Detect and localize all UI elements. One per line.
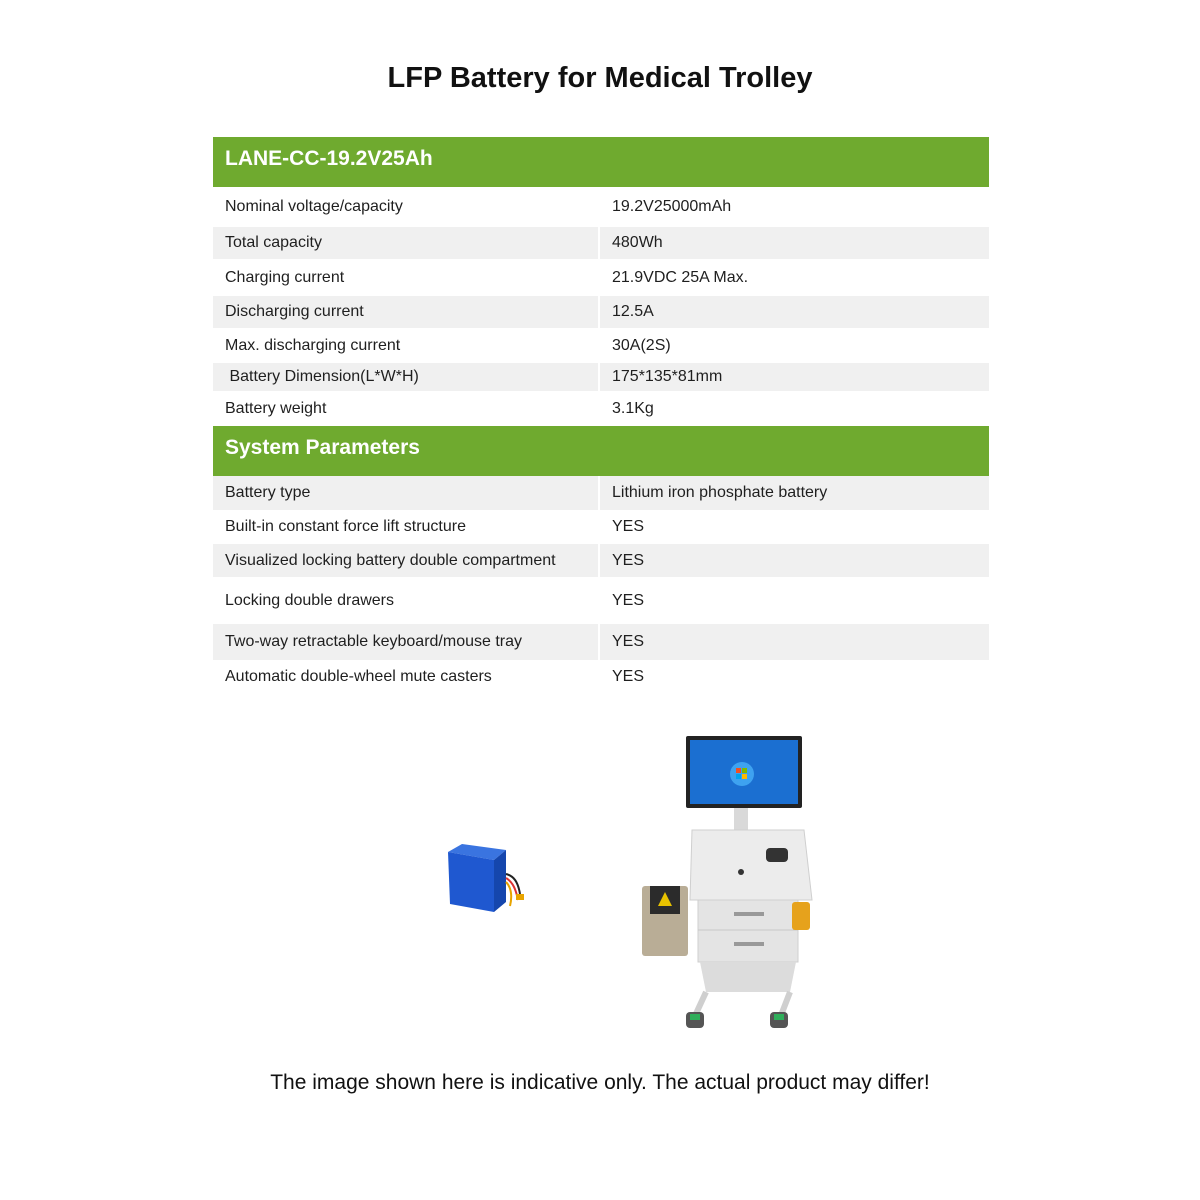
row-label: Locking double drawers (225, 591, 394, 609)
table-row (213, 227, 989, 259)
row-label: Battery weight (225, 399, 327, 417)
row-value: 12.5A (598, 296, 989, 328)
row-label: Automatic double-wheel mute casters (225, 668, 492, 685)
table-row (213, 259, 989, 296)
row-label: Discharging current (213, 296, 598, 328)
row-value: YES (598, 510, 989, 544)
table-row (213, 510, 989, 544)
table-row (213, 660, 989, 694)
row-label: Nominal voltage/capacity (225, 198, 403, 215)
row-value: 30A(2S) (598, 328, 989, 363)
table-row (213, 328, 989, 363)
page-title: LFP Battery for Medical Trolley (387, 62, 813, 94)
row-label: Visualized locking battery double compartment (213, 544, 598, 577)
row-value: 21.9VDC 25A Max. (598, 259, 989, 296)
row-value: 19.2V25000mAh (598, 187, 989, 227)
row-label: Total capacity (213, 227, 598, 259)
section-header-model: LANE-CC-19.2V25Ah (213, 137, 989, 187)
row-value: 175*135*81mm (598, 363, 989, 391)
table-row (213, 624, 989, 660)
section-header-system-parameters: System Parameters (213, 426, 989, 476)
row-label: Built-in constant force lift structure (225, 518, 466, 535)
row-value: YES (598, 544, 989, 577)
row-value: Lithium iron phosphate battery (598, 476, 989, 510)
table-row (213, 296, 989, 328)
row-value: YES (598, 660, 989, 694)
disclaimer-note: The image shown here is indicative only. The actual product may differ! (270, 1071, 930, 1094)
table-row (213, 363, 989, 391)
spec-table (213, 137, 989, 694)
row-label: Battery type (213, 476, 598, 510)
row-label: Charging current (225, 268, 345, 286)
row-label: Battery Dimension(L*W*H) (213, 363, 598, 391)
row-label: Max. discharging current (225, 336, 401, 354)
row-value: YES (598, 577, 989, 624)
table-row (213, 544, 989, 577)
row-label: Two-way retractable keyboard/mouse tray (213, 624, 598, 660)
battery-pack-image (440, 838, 530, 918)
row-value: 3.1Kg (598, 391, 989, 426)
table-row (213, 577, 989, 624)
row-value: 480Wh (598, 227, 989, 259)
table-row (213, 476, 989, 510)
medical-trolley-image (630, 730, 830, 1035)
row-value: YES (598, 624, 989, 660)
table-row (213, 391, 989, 426)
table-row (213, 187, 989, 227)
